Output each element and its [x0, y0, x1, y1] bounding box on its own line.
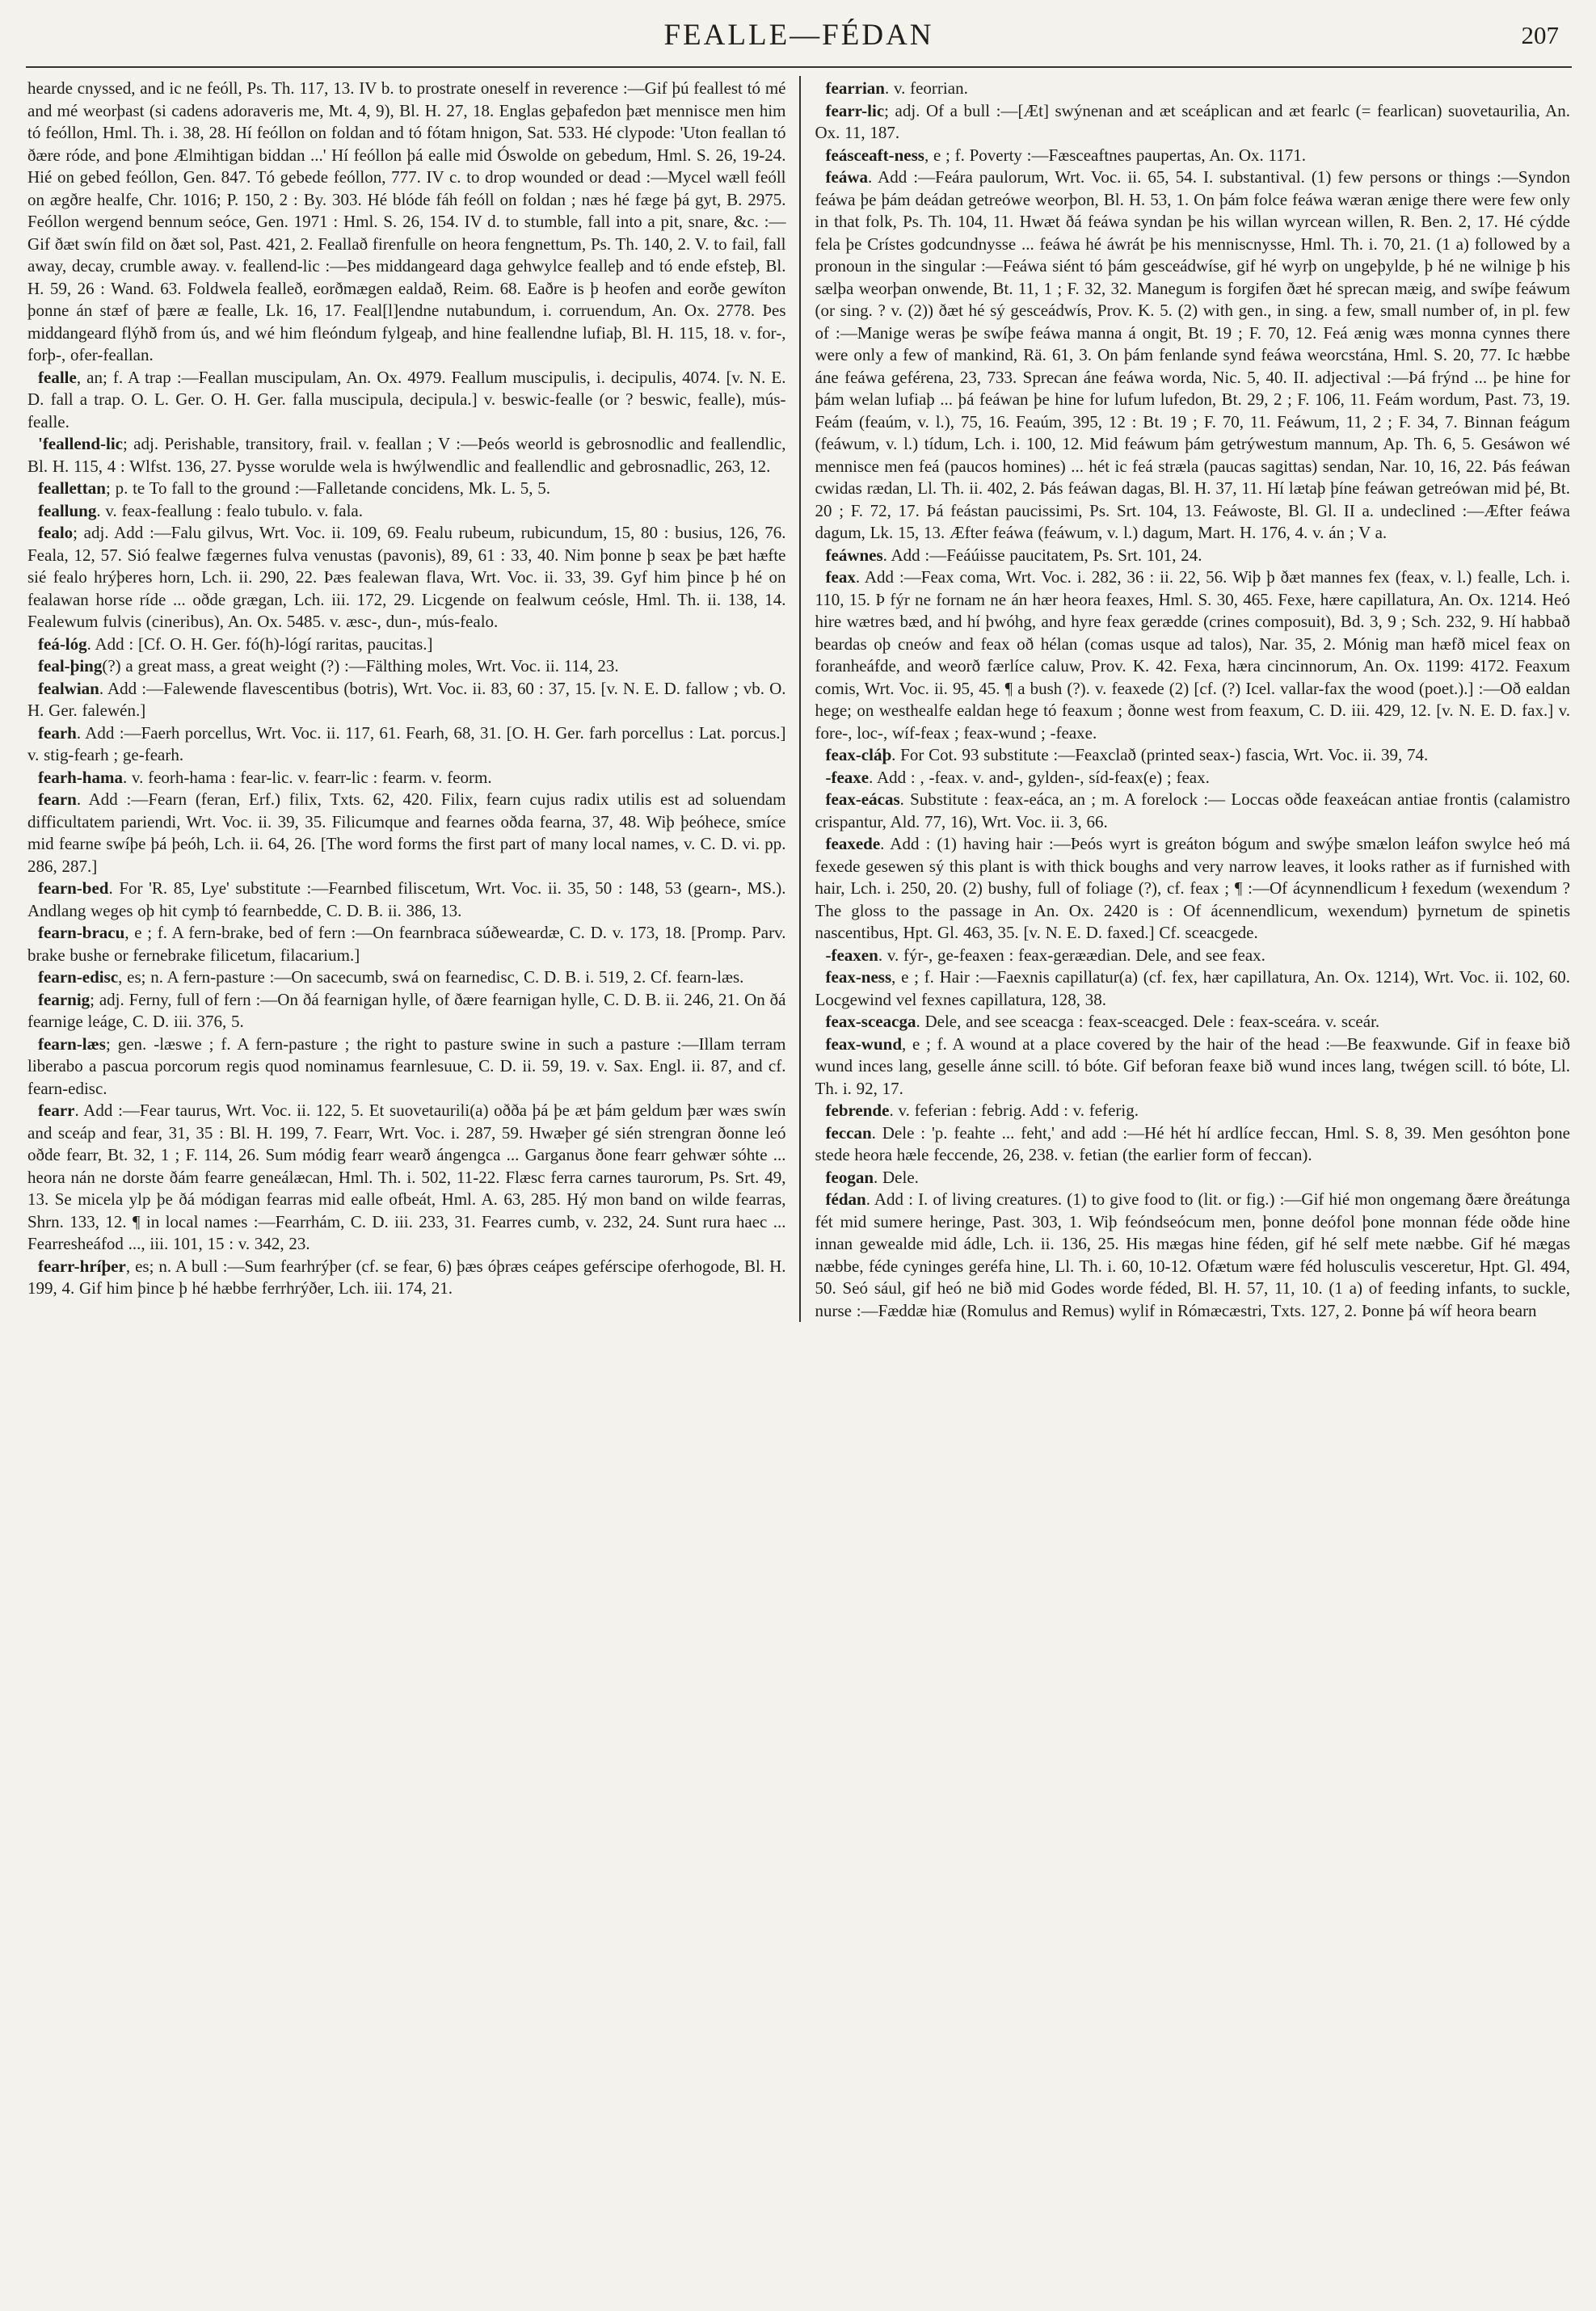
entry-body: ; adj. Ferny, full of fern :—On ðá fearnigan hylle, of ðære fearnigan hylle, C. D. B. ii. 246, 21. On ðá fearnige leáge, C. D. iii. 376, 5. [27, 989, 786, 1031]
entry-body: ; gen. -læswe ; f. A fern-pasture ; the right to pasture swine in such a pasture :—Illam terram liberabo a pascua porcorum regis quod nominamus fearnlesuue, C. D. ii. 59, 19. v. Sax. Engl. ii. 87, and cf. fearn-edisc. [27, 1033, 786, 1098]
entry-headword: feallung [38, 500, 97, 520]
dictionary-entry [815, 966, 1571, 1011]
page-number: 207 [1521, 21, 1559, 49]
entry-body: . For 'R. 85, Lye' substitute :—Fearnbed filiscetum, Wrt. Voc. ii. 35, 50 : 148, 53 (gearn-, MS.). Andlang weges oþ hit cymþ tó fearnbedde, C. D. B. ii. 386, 13. [27, 878, 786, 920]
dictionary-entry [27, 678, 786, 722]
entry-body: . For Cot. 93 substitute :—Feaxclað (printed seax-) fascia, Wrt. Voc. ii. 39, 74. [891, 745, 1429, 764]
entry-headword: fearrian [825, 78, 885, 98]
dictionary-entry [815, 100, 1571, 145]
entry-headword: fearh-hama [38, 767, 123, 787]
dictionary-entry [27, 878, 786, 922]
entry-headword: feax [825, 567, 856, 587]
entry-body: ; adj. Add :—Falu gilvus, Wrt. Voc. ii. 109, 69. Fealu rubeum, rubicundum, 15, 80 : busius, 126, 76. Feala, 12, 57. Sió fealwe fægernes fulva venustas (pavonis), 89, 61 : 33, 40. Nim þonne þ seax þe þæt hæfte sié fealo hrýþeres horn, Lch. ii. 290, 22. Þæs fealewan flava, Wrt. Voc. ii. 33, 39. Gyf him þince þ hé on fealawan horse ríde ... oðde grægan, Lch. iii. 172, 29. Licgende on fealwum ceósle, Hml. Th. ii. 138, 14. Fealewum fulvis (cineribus), An. Ox. 5485. v. æsc-, dun-, mús-fealo. [27, 523, 786, 631]
column-left [26, 76, 799, 1322]
entry-body: . Dele. [874, 1167, 919, 1187]
entry-body: , es; n. A fern-pasture :—On sacecumb, swá on fearnedisc, C. D. B. i. 519, 2. Cf. fearn-læs. [118, 967, 744, 987]
entry-headword: feax-ness [825, 967, 892, 987]
dictionary-entry [815, 1167, 1571, 1189]
page-header [26, 18, 1572, 60]
dictionary-entry [27, 1256, 786, 1300]
entry-body: . v. feax-feallung : fealo tubulo. v. fala. [96, 500, 363, 520]
page-title: FEALLE—FÉDAN [663, 19, 934, 52]
entry-headword: feax-eácas [825, 789, 900, 809]
entry-headword: feogan [825, 1167, 874, 1187]
dictionary-entry [815, 945, 1571, 967]
entry-headword: fearr [38, 1101, 75, 1120]
entry-body: . v. feorh-hama : fear-lic. v. fearr-lic : fearm. v. feorm. [122, 767, 492, 787]
entry-body: hearde cnyssed, and ic ne feóll, Ps. Th. 117, 13. IV b. to prostrate oneself in reverence :—Gif þú feallest tó mé and mé weorþast (si cadens adoraveris me, Mt. 4, 9), Bl. H. 27, 18. Englas geþafedon þæt mennisce men him tó feóllon, Hml. Th. i. 38, 28. Hí feóllon on foldan and tó fótam hnigon, Sat. 533. Hé clypode: 'Uton feallan tó ðære róde, and þone Ælmihtigan biddan ...' Hí feóllon þá ealle mid Óswolde on gebedum, Hml. S. 26, 19-24. Hié on gebed feóllon, Gen. 847. Tó gebede feóllon, 777. IV c. to drop wounded or dead :—Mycel wæll feóll on ægðre healfe, Chr. 1016; P. 150, 2 : By. 303. Hé blóde fáh feóll on foldan ; næs hé fæge þá gyt, B. 2975. Feóllon wergend bennum seóce, Gen. 1971 : Hml. S. 26, 154. IV d. to stumble, fall into a pit, snare, &c. :—Gif ðæt swín fild on ðæt sol, Past. 421, 2. Feallað firenfulle on heora fengnettum, Ps. Th. 140, 2. V. to fail, fall away, decay, crumble away. v. feallend-lic :—Þes middangeard daga gehwylce fealleþ and tó ende efsteþ, Bl. H. 59, 26 : Wand. 63. Foldwela fealleð, eorðmægen ealdað, Reim. 68. Eaðre is þ heofen and eorðe gewíton þonne án stæf of þære æ fealle, Lk. 16, 17. Feal[l]endne nutabundum, i. corruendum, An. Ox. 2778. Þes middangeard flýhð from ús, and wé him fleóndum fylgeaþ, and hine feallendne lufiaþ, Bl. H. 115, 18. v. for-, forþ-, ofer-feallan. [27, 78, 786, 364]
dictionary-entry [27, 1033, 786, 1101]
dictionary-entry [815, 1011, 1571, 1033]
entry-body: . Add : I. of living creatures. (1) to give food to (lit. or fig.) :—Gif hié mon ongemang ðære ðreátunga fét mid sumere heringe, Past. 303, 1. Wiþ feóndseócum men, þonne deófol þone monnan féde oðde hine innan gewealde mid ádle, Lch. ii. 136, 25. His mægas hine féden, gif hé self mete næbbe. Gif hé mægas næbbe, féde cyninges geréfa hine, Ll. Th. i. 60, 10-12. Ofætum wære féd holusculis vesceretur, Hpt. Gl. 494, 50. Seó sául, gif heó ne bið mid Godes worde féded, Bl. H. 57, 11, 10. (1 a) of feeding infants, to suckle, nurse :—Fæddæ hiæ (Romulus and Remus) wylif in Rómæcæstri, Txts. 127, 2. Þonne þá wíf heora bearn [815, 1189, 1570, 1320]
dictionary-entry [815, 78, 1571, 100]
dictionary-entry [27, 966, 786, 989]
dictionary-entry [815, 789, 1571, 833]
entry-body: . Add :—Faerh porcellus, Wrt. Voc. ii. 117, 61. Fearh, 68, 31. [O. H. Ger. farh porcellus : Lat. porcus.] v. stig-fearh ; ge-fearh. [27, 722, 786, 764]
dictionary-entry [815, 1189, 1571, 1322]
entry-body: . Add :—Falewende flavescentibus (botris), Wrt. Voc. ii. 83, 60 : 37, 15. [v. N. E. D. fallow ; vb. O. H. Ger. falewén.] [27, 678, 786, 720]
entry-body: ; p. te To fall to the ground :—Falletande concidens, Mk. L. 5, 5. [105, 478, 550, 498]
dictionary-entry [815, 1100, 1571, 1122]
entry-headword: -feaxe [825, 767, 870, 787]
dictionary-entry [815, 566, 1571, 744]
dictionary-entry [27, 1100, 786, 1256]
dictionary-entry [815, 166, 1571, 545]
dictionary-entry [815, 545, 1571, 567]
entry-body: . Dele : 'p. feahte ... feht,' and add :—Hé hét hí ardlíce feccan, Hml. S. 8, 39. Men gesóhton þone stede heora hæle feccende, 26, 238. v. fetian (the earlier form of feccan). [815, 1122, 1570, 1164]
dictionary-entry [27, 500, 786, 523]
dictionary-entry [27, 522, 786, 634]
entry-headword: fearn-bracu [38, 923, 125, 942]
entry-body: . Add :—Feax coma, Wrt. Voc. i. 282, 36 : ii. 22, 56. Wiþ þ ðæt mannes fex (feax, v. l.) fealle, Lch. i. 110, 15. Þ fýr ne fornam ne án hær heora feaxes, Hml. S. 30, 465. Fexe, hære capillatura, An. Ox. 1214. Heó hire wætres bæd, and hí þwóhg, and hyre feax gerædde (crines composuit), Bd. 3, 9 ; Sch. 232, 9. Hí habbað beardas oþ cneów and feax oð hélan (comas usque ad talos), Nar. 35, 2. Mónig man hæfð micel feax on foranheáfde, and weorð færlíce caluw, Prov. K. 42. Fexa, hæra cincinnorum, An. Ox. 1199: 4172. Feaxum comis, Wrt. Voc. ii. 95, 45. ¶ a bush (?). v. feaxede (2) [cf. (?) Icel. vallar-fax the wood (poet.).] :—Oð ealdan hege; on westhealfe ealdan hege tó feaxum ; ðonne west from feaxum, C. D. iii. 429, 12. [v. N. E. D. fax.] v. fore-, loc-, wíf-feax ; feax-wund ; -feaxe. [815, 567, 1570, 743]
entry-body: , e ; f. Hair :—Faexnis capillatur(a) (cf. fex, hær capillatura, An. Ox. 1214), Wrt. Voc. ii. 102, 60. Locgewind vel fexnes capillatura, 128, 38. [815, 967, 1570, 1009]
entry-headword: fearh [38, 722, 77, 743]
entry-headword: fearr-lic [825, 100, 885, 120]
entry-body: . Substitute : feax-eáca, an ; m. A forelock :— Loccas oðde feaxeácan antiae frontis (calamistro crispantur, Ald. 77, 16), Wrt. Voc. ii. 3, 66. [815, 789, 1570, 831]
dictionary-entry [27, 989, 786, 1033]
dictionary-entry [815, 145, 1571, 167]
entry-headword: feallettan [38, 478, 106, 498]
entry-body: , an; f. A trap :—Feallan muscipulam, An. Ox. 4979. Feallum muscipulis, i. decipulis, 4074. [v. N. E. D. fall a trap. O. L. Ger. O. H. Ger. falla muscipula, decipula.] v. beswic-fealle (or ? beswic, fealle), mús-fealle. [27, 367, 786, 431]
entry-headword: fearr-hríþer [38, 1256, 126, 1276]
dictionary-entry [27, 478, 786, 500]
entry-headword: fearn [38, 789, 77, 809]
entry-body: . Add : [Cf. O. H. Ger. fó(h)-lógí raritas, paucitas.] [86, 634, 433, 654]
entry-headword: fealle [38, 367, 77, 387]
dictionary-entry [815, 1122, 1571, 1167]
entry-body: (?) a great mass, a great weight (?) :—Fälthing moles, Wrt. Voc. ii. 114, 23. [102, 656, 619, 676]
entry-body: . v. feferian : febrig. Add : v. feferig. [889, 1101, 1139, 1120]
entry-body: . Add :—Feáúisse paucitatem, Ps. Srt. 101, 24. [882, 545, 1202, 565]
entry-headword: feá-lóg [38, 634, 87, 654]
entry-headword: fealo [38, 523, 74, 542]
entry-headword: fédan [825, 1189, 866, 1209]
dictionary-entry [27, 78, 786, 367]
dictionary-entry [27, 722, 786, 767]
entry-body: . v. fýr-, ge-feaxen : feax-geræædian. Dele, and see feax. [878, 945, 1265, 965]
dictionary-entry [815, 833, 1571, 945]
dictionary-entry [27, 767, 786, 789]
entry-body: . Add : , -feax. v. and-, gylden-, síd-feax(e) ; feax. [869, 767, 1210, 787]
entry-headword: feáwa [825, 167, 868, 187]
column-right [799, 76, 1573, 1322]
entry-headword: feaxede [825, 834, 881, 853]
entry-headword: fearn-læs [38, 1033, 106, 1054]
dictionary-entry [815, 1033, 1571, 1101]
entry-headword: feax-cláþ [825, 745, 892, 764]
header-rule [26, 66, 1572, 68]
entry-body: . Add : (1) having hair :—Þeós wyrt is greáton bógum and swýþe smælon leáfon swylce heó má fexede gesewen sý this plant is with thick boughs and very narrow leaves, it looks rather as if furnished with hair, Lch. i. 250, 20. (2) bushy, full of foliage (?), cf. feax ; ¶ :—Of ácynnendlicum ł fexedum (wexendum ? The gloss to the passage in An. Ox. 2420 is : Of ácennendlicum, wexendum) þyrnetum de spinetis nascentibus, Hpt. Gl. 463, 35. [v. N. E. D. faxed.] Cf. sceacgede. [815, 834, 1570, 942]
entry-body: , e ; f. Poverty :—Fæsceaftnes paupertas, An. Ox. 1171. [924, 145, 1307, 165]
entry-headword: feásceaft-ness [825, 145, 924, 165]
entry-headword: fearn-bed [38, 878, 109, 898]
entry-headword: fearn-edisc [38, 967, 119, 987]
dictionary-entry [27, 922, 786, 966]
entry-body: , e ; f. A fern-brake, bed of fern :—On fearnbraca súðeweardæ, C. D. v. 173, 18. [Promp. Parv. brake bushe or fernebrake filicetum, filacarium.] [27, 923, 786, 965]
entry-body: , e ; f. A wound at a place covered by the hair of the head :—Be feaxwunde. Gif in feaxe bið wund inces lang, geselle ánne scill. tó bóte. Gif beforan feaxe bið wund inces lang, twégen scill. tó bóte, Ll. Th. i. 92, 17. [815, 1033, 1570, 1098]
entry-body: . Add :—Feára paulorum, Wrt. Voc. ii. 65, 54. I. substantival. (1) few persons or things :—Syndon feáwa þe þám deádan getreówe weorþon, Bl. H. 53, 1. On þám folce feáwa wæran ænige there were few only in that folk, Ps. Th. 104, 11. Hwæt ðá feáwa syndan þe his willan wyrcean willen, R. Ben. 2, 17. Hé cýdde fela þe Crístes godcundnysse ... feáwa hé áwrát þe his menniscnysse, Hml. Th. i. 70, 21. (1 a) followed by a pronoun in the singular :—Feáwa siént tó þám gesceádwíse, gif hé wyrþ on ungeþylde, þ hé ne wilnige þ his sælþa weorþan onwende, Bt. 11, 1 ; F. 32, 32. Manegum is forgifen ðæt hé sprecan mæig, and swíþe feáwum (or sing. ? v. (2)) ðæt hé sý gesceádwís, Prov. K. 5. (2) with gen., in sing. a few, small number of, in pl. few of :—Manige weras þe swíþe feáwa manna á ongit, Bt. 19 ; F. 70, 12. Feá ænig wæs monna cynnes there were only a few of mankind, Rä. 61, 3. On þám fenlande synd feáwa weorcstána, Hml. S. 20, 77. Ic hæbbe áne feáwa geférena, 23, 733. Sprecan áne feáwa worda, Nic. 5, 40. II. adjectival :—Þá frýnd ... þe hine for þám welan lufiaþ ... þá feáwan þe hine for lufum lufedon, Bt. 29, 2 ; F. 106, 11. Feám wordum, Past. 73, 19. Feám (feaúm, v. l.), 75, 16. Feaúm, 395, 12 : Bt. 19 ; F. 70, 11. Feáwum, 11, 2 ; F. 34, 7. Binnan feágum (feáwum, v. l.) tídum, Lch. i. 100, 12. Mid feáwum þám getrýwestum mannum, Ap. Th. 6, 5. Gesáwon wé mennisce men feá (paucos homines) ... hét ic feá stræla (paucas sagittas) sendan, Nar. 10, 16, 22. Þás feáwan cwidas rædan, Ll. Th. ii. 402, 2. Þás feáwan dagas, Bl. H. 37, 11. Hí lætaþ þíne feáwan getreówan mid þé, Bt. 20 ; F. 72, 17. Þá feástan paucissimi, Ps. Srt. 104, 13. Feáwoste, Bl. Gl. II a. undeclined :—Æfter feáwa dagum, Lk. 15, 13. Æfter feáwa (feáwum, v. l.) dagum, Mart. H. 176, 4. v. án ; V a. [815, 167, 1570, 542]
entry-body: , es; n. A bull :—Sum fearhrýþer (cf. se fear, 6) þæs óþræs ceápes geférscipe oferhogode, Bl. H. 199, 4. Gif him þince þ hé hæbbe ferrhrýðer, Lch. iii. 174, 21. [27, 1256, 786, 1298]
entry-body: ; adj. Perishable, transitory, frail. v. feallan ; V :—Þeós weorld is gebrosnodlic and feallendlic, Bl. H. 115, 4 : Wlfst. 136, 27. Þysse worulde wela is hwýlwendlic and feallendlic and gebrosnadlic, 263, 12. [27, 434, 786, 476]
entry-body: ; adj. Of a bull :—[Æt] swýnenan and æt sceáplican and æt fearlc (= fearlican) suovetaurilia, An. Ox. 11, 187. [815, 100, 1570, 142]
entry-headword: 'feallend-lic [38, 434, 123, 453]
entry-headword: feal-þing [38, 656, 103, 676]
entry-headword: fearnig [38, 989, 91, 1009]
dictionary-entry [815, 744, 1571, 767]
dictionary-entry [27, 634, 786, 656]
dictionary-entry [27, 367, 786, 434]
entry-body: . Dele, and see sceacga : feax-sceacged. Dele : feax-sceára. v. sceár. [916, 1012, 1380, 1031]
entry-headword: fealwian [38, 678, 99, 698]
entry-headword: feax-wund [825, 1033, 903, 1054]
entry-headword: feax-sceacga [825, 1012, 916, 1031]
entry-body: . v. feorrian. [884, 78, 968, 98]
entry-headword: -feaxen [825, 945, 878, 965]
dictionary-entry [815, 767, 1571, 789]
text-columns [26, 76, 1572, 1322]
dictionary-entry [27, 655, 786, 678]
dictionary-entry [27, 789, 786, 878]
dictionary-entry [27, 433, 786, 478]
entry-headword: febrende [825, 1101, 890, 1120]
entry-headword: feccan [825, 1122, 872, 1143]
entry-body: . Add :—Fearn (feran, Erf.) filix, Txts. 62, 420. Filix, fearn cujus radix utilis est ad soluendam difficultatem pariendi, Wrt. Voc. ii. 39, 35. Filicumque and fearnes oðda fearna, 37, 48. Wiþ þeóhece, smíce mid fearne swíþe þá þeóh, Lch. ii. 64, 26. [The word forms the first part of many local names, v. C. D. vi. pp. 286, 287.] [27, 789, 786, 876]
entry-headword: feáwnes [825, 545, 883, 565]
entry-body: . Add :—Fear taurus, Wrt. Voc. ii. 122, 5. Et suovetaurili(a) oðða þá þe æt þám geldum þær wæs swín and sceáp and fear, 31, 35 : Bl. H. 199, 7. Fearr, Wrt. Voc. i. 287, 59. Hwæþer gé sién strengran ðonne leó oðde fearr, Bt. 32, 1 ; F. 114, 26. Sum módig fearr wearð ángengca ... Garganus ðone fearr gehwær sóhte ... heora nán ne dorste ðám fearre geneálæcan, Hml. Th. i. 502, 11-22. Flæsc ferra carnes taurorum, Ps. Srt. 49, 13. Se micela ylp þe ðá módigan fearras mid ealle ofbeát, Hml. A. 63, 285. Hý mon band on wilde fearras, Shrn. 133, 12. ¶ in local names :—Fearrhám, C. D. iii. 233, 31. Fearres cumb, v. 232, 24. Sunt rura haec ... Fearresheáfod ..., iii. 101, 15 : v. 342, 23. [27, 1101, 786, 1253]
